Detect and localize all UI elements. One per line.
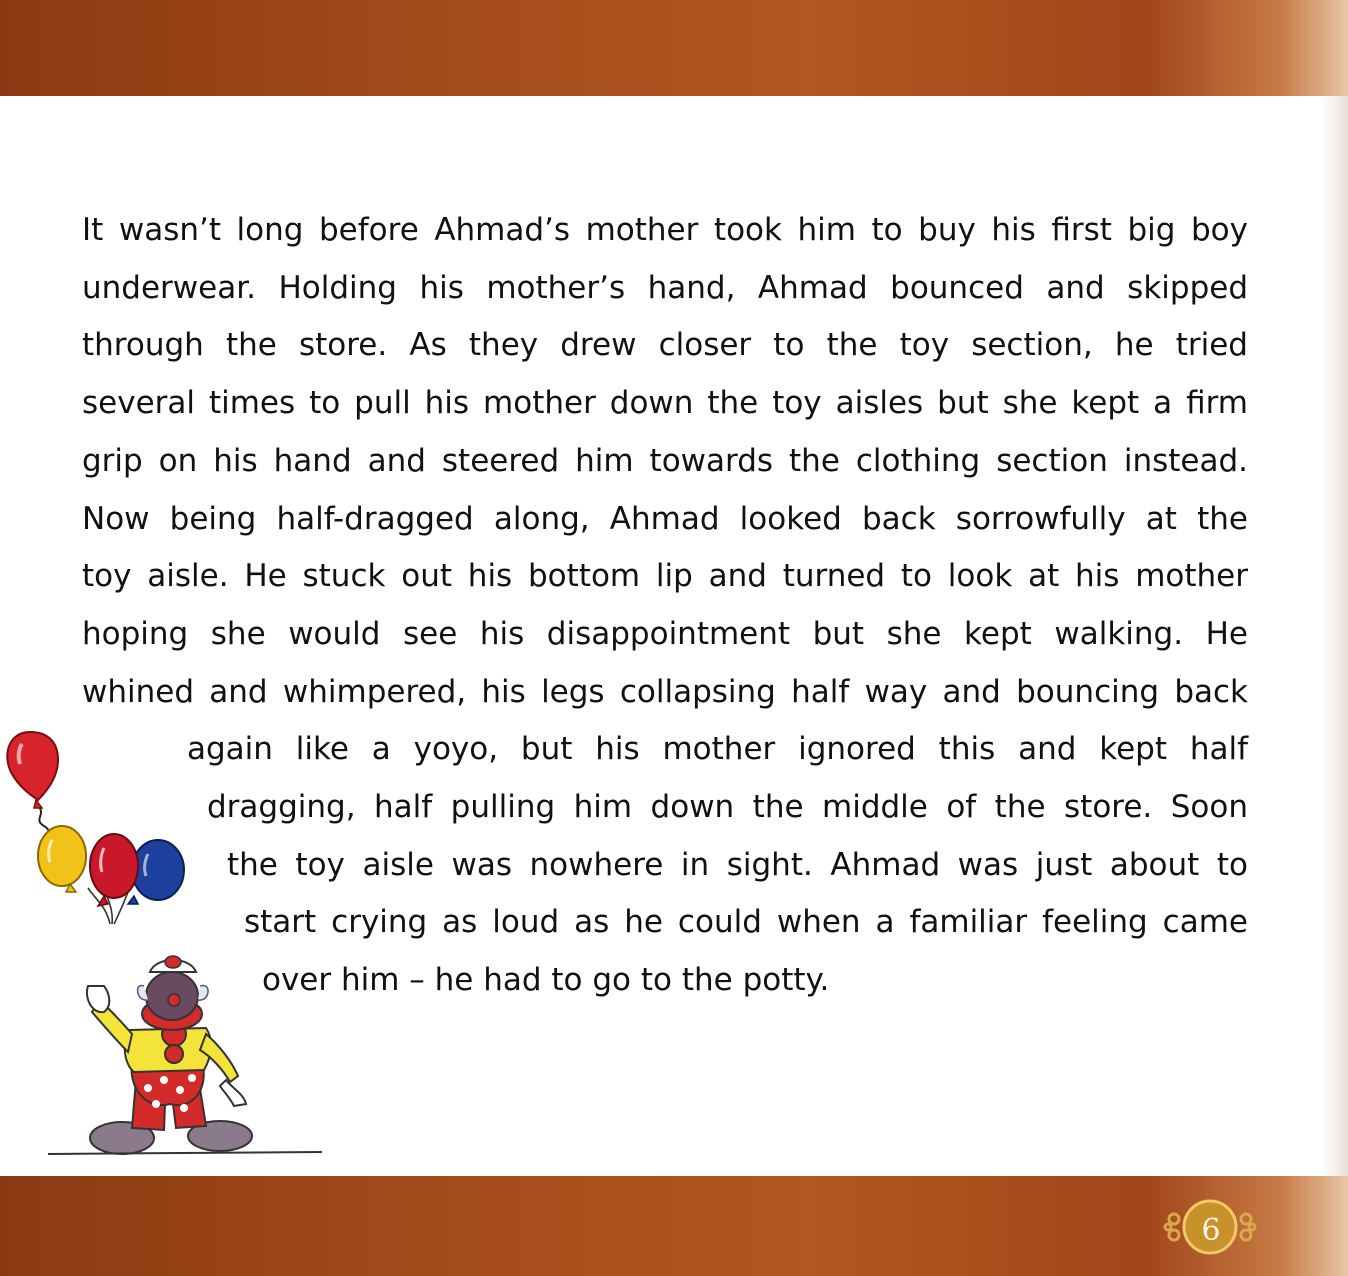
story-line: over him – he had to go to the potty. <box>262 962 830 999</box>
story-line: whined and whimpered, his legs collapsing half way and bouncing back <box>82 673 1248 710</box>
clown-figure-icon <box>87 956 252 1154</box>
bottom-decorative-band <box>0 1176 1348 1276</box>
story-line: dragging, half pulling him down the middle of the store. Soon <box>207 789 1248 826</box>
story-line: start crying as loud as he could when a familiar feeling came <box>244 904 1248 941</box>
story-line: grip on his hand and steered him towards the clothing section instead. <box>82 442 1248 479</box>
story-line: through the store. As they drew closer to the toy section, he tried <box>82 327 1248 364</box>
story-line: toy aisle. He stuck out his bottom lip and turned to look at his mother <box>82 558 1248 595</box>
story-line: again like a yoyo, but his mother ignored this and kept half <box>187 731 1248 768</box>
clown-with-balloons-illustration <box>0 716 330 1166</box>
balloon-cluster-icon <box>38 826 184 924</box>
story-line: several times to pull his mother down the toy aisles but she kept a firm <box>82 385 1248 422</box>
red-balloon-icon <box>7 732 58 840</box>
story-line: hoping she would see his disappointment but she kept walking. He <box>82 615 1248 652</box>
top-decorative-band <box>0 0 1348 96</box>
page-edge-shadow <box>1322 96 1348 1176</box>
story-line: Now being half-dragged along, Ahmad looked back sorrowfully at the <box>82 500 1248 537</box>
story-line: underwear. Holding his mother’s hand, Ahmad bounced and skipped <box>82 269 1248 306</box>
page-number: 6 <box>1201 1213 1221 1248</box>
story-line: the toy aisle was nowhere in sight. Ahmad was just about to <box>227 846 1248 883</box>
story-line: It wasn’t long before Ahmad’s mother took him to buy his first big boy <box>82 212 1248 248</box>
